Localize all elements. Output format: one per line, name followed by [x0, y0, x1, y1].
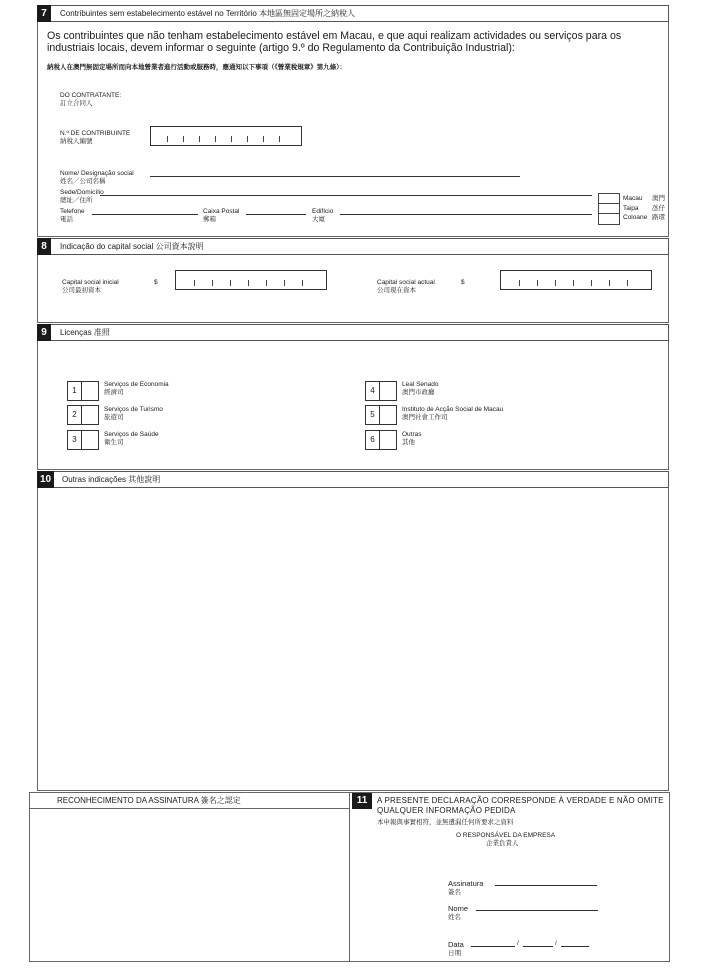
outras-indicacoes-textarea[interactable]	[37, 488, 669, 791]
section-7-header	[37, 5, 669, 22]
edificio-label-zh: 大廈	[312, 216, 325, 223]
capital-inicial-input[interactable]	[175, 270, 327, 290]
capital-actual-label-zh: 公司現在資本	[377, 287, 416, 294]
section-8-title: Indicação do capital social 公司資本說明	[60, 242, 204, 251]
licence-2-label: Serviços de Turismo	[104, 406, 163, 413]
assinatura-label: Assinatura	[448, 879, 484, 888]
assinatura-label-zh: 簽名	[448, 889, 461, 896]
coloane-label-zh: 路環	[652, 214, 665, 221]
section-10-title: Outras indicações 其他說明	[62, 475, 161, 484]
capital-inicial-currency: $	[154, 279, 158, 286]
assinatura-input[interactable]	[495, 885, 597, 886]
section-10-number: 10	[37, 471, 54, 488]
licence-2-label-zh: 旅遊司	[104, 414, 124, 421]
section-7-number: 7	[37, 5, 51, 22]
section-11-declaration-zh: 本申報與事實相符，並無遺漏任何所要求之資料	[377, 819, 514, 826]
licence-1-label: Serviços de Economia	[104, 381, 169, 388]
sede-label-zh: 總址／住所	[60, 197, 93, 204]
coloane-checkbox[interactable]	[598, 213, 620, 225]
section-8-header	[37, 238, 669, 255]
data-label-zh: 日期	[448, 950, 461, 957]
capital-actual-currency: $	[461, 279, 465, 286]
licence-6-label-zh: 其他	[402, 439, 415, 446]
caixa-label: Caixa Postal	[203, 208, 240, 215]
section-11-declaration: A PRESENTE DECLARAÇÃO CORRESPONDE À VERDADE E NÃO OMITE QUALQUER INFORMAÇÃO PEDIDA	[377, 796, 664, 815]
nif-input[interactable]	[150, 126, 302, 146]
licence-6-label: Outras	[402, 431, 422, 438]
nome-input[interactable]	[150, 176, 520, 177]
coloane-label: Coloane	[623, 214, 648, 221]
taipa-label: Taipa	[623, 205, 639, 212]
nome-responsavel-label-zh: 姓名	[448, 914, 461, 921]
licence-3-label: Serviços de Saúde	[104, 431, 159, 438]
responsavel-label-zh: 企業負責人	[486, 840, 519, 847]
date-separator-1: /	[517, 940, 519, 947]
nome-label-zh: 姓名／公司名稱	[60, 178, 106, 185]
edificio-input[interactable]	[340, 214, 592, 215]
signature-recognition-box[interactable]	[29, 792, 350, 962]
nome-responsavel-label: Nome	[448, 904, 469, 913]
caixa-label-zh: 郵箱	[203, 216, 216, 223]
telefone-label: Telefone	[60, 208, 85, 215]
licence-3-checkbox[interactable]: 3	[67, 430, 99, 450]
macau-label-zh: 澳門	[652, 195, 665, 202]
telefone-label-zh: 電話	[60, 216, 73, 223]
section-10-header	[37, 471, 669, 488]
section-7-title: Contribuintes sem estabelecimento estável no Território 本地區無固定場所之納稅人	[60, 9, 356, 18]
nif-label-zh: 納稅人編號	[60, 138, 93, 145]
data-day-input[interactable]	[471, 946, 515, 947]
sede-label: Sede/Domicílio	[60, 189, 104, 196]
section-9-number: 9	[37, 324, 51, 341]
licence-6-checkbox[interactable]: 6	[365, 430, 397, 450]
caixa-input[interactable]	[246, 214, 306, 215]
section-7-intro-pt: Os contribuintes que não tenham estabelecimento estável em Macau, e que aqui realizam actividades ou serviços para os industriais locais, devem informar o seguinte (artigo 9.º do Regulamento da Contribuição Industrial):	[47, 30, 622, 54]
section-11-number: 11	[352, 793, 372, 809]
telefone-input[interactable]	[92, 214, 198, 215]
licence-5-checkbox[interactable]: 5	[365, 405, 397, 425]
taipa-label-zh: 氹仔	[652, 205, 665, 212]
licence-4-label: Leal Senado	[402, 381, 439, 388]
section-7-panel	[37, 22, 669, 237]
section-7-intro-zh: 納稅人在澳門無固定場所而向本地營業者進行活動或服務時，應通知以下事項（《營業稅規章》第九條）：	[47, 64, 346, 71]
responsavel-label: O RESPONSÁVEL DA EMPRESA	[456, 832, 556, 839]
section-9-header	[37, 324, 669, 341]
licence-4-checkbox[interactable]: 4	[365, 381, 397, 401]
contratante-label: DO CONTRATANTE:	[60, 92, 122, 99]
edificio-label: Edifício	[312, 208, 334, 215]
capital-inicial-label: Capital social inicial	[62, 279, 119, 286]
data-label: Data	[448, 940, 464, 949]
data-year-input[interactable]	[561, 946, 589, 947]
date-separator-2: /	[555, 940, 557, 947]
licence-5-label: Instituto de Acção Social de Macau	[402, 406, 504, 413]
licence-1-label-zh: 經濟司	[104, 389, 124, 396]
nome-responsavel-input[interactable]	[476, 910, 598, 911]
section-9-title: Licenças 准照	[60, 328, 110, 337]
signature-title: RECONHECIMENTO DA ASSINATURA 簽名之認定	[57, 796, 241, 805]
licence-3-label-zh: 衛生司	[104, 439, 124, 446]
sede-input[interactable]	[100, 195, 592, 196]
macau-label: Macau	[623, 195, 643, 202]
capital-actual-input[interactable]	[500, 270, 652, 290]
capital-actual-label: Capital social actual	[377, 279, 435, 286]
section-8-number: 8	[37, 238, 51, 255]
licence-5-label-zh: 澳門社會工作司	[402, 414, 448, 421]
capital-inicial-label-zh: 公司最初資本	[62, 287, 101, 294]
nome-label: Nome/ Designação social	[60, 170, 134, 177]
licence-2-checkbox[interactable]: 2	[67, 405, 99, 425]
data-month-input[interactable]	[523, 946, 553, 947]
nif-label: N.º DE CONTRIBUINTE	[60, 130, 131, 137]
licence-1-checkbox[interactable]: 1	[67, 381, 99, 401]
licence-4-label-zh: 澳門市政廳	[402, 389, 435, 396]
contratante-label-zh: 訂立合同人	[60, 100, 93, 107]
section-11-box	[350, 792, 670, 962]
